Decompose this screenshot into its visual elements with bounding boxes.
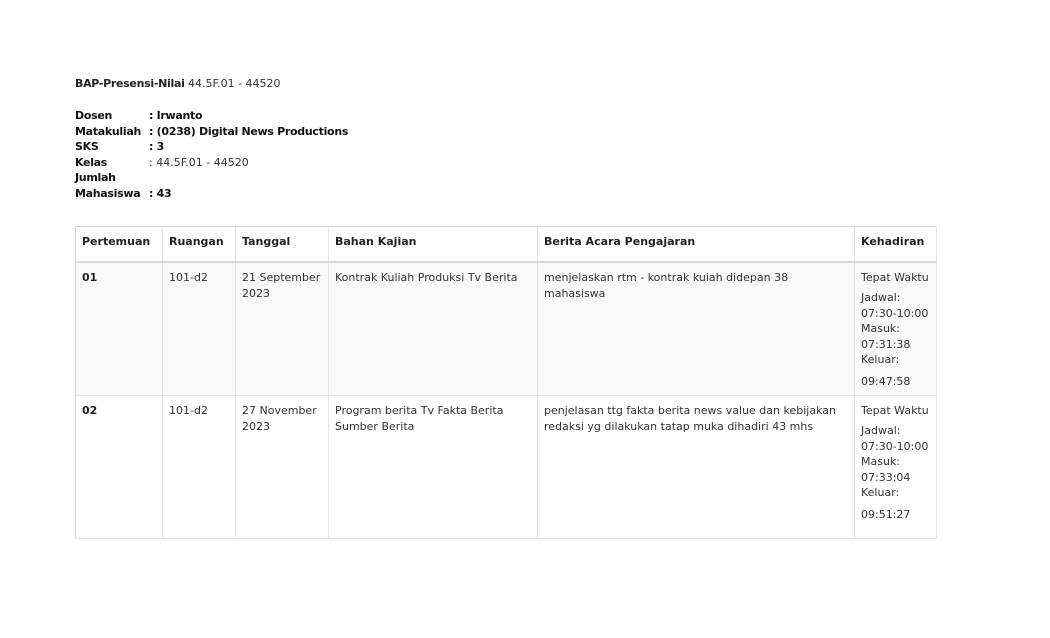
cell-pertemuan: 01 — [76, 262, 163, 396]
attendance-status: Tepat Waktu — [861, 271, 929, 284]
cell-pertemuan: 02 — [76, 396, 163, 539]
cell-tanggal: 21 September 2023 — [236, 262, 329, 396]
table-row — [76, 396, 937, 539]
cell-ruangan: 101-d2 — [163, 262, 236, 396]
keluar-label: Keluar: — [861, 486, 900, 499]
document-title-bold: BAP-Presensi-Nilai — [75, 77, 185, 90]
sks-label: SKS — [75, 140, 99, 153]
col-header-berita-acara: Berita Acara Pengajaran — [538, 227, 855, 263]
masuk-label: Masuk: — [861, 455, 901, 468]
matakuliah-label: Matakuliah — [75, 124, 141, 138]
info-row-jumlah — [75, 170, 348, 201]
masuk-label: Masuk: — [861, 322, 901, 335]
col-header-bahan-kajian: Bahan Kajian — [329, 227, 538, 263]
kelas-label: Kelas — [75, 155, 108, 169]
info-row-kelas — [75, 155, 348, 171]
cell-kehadiran — [855, 396, 937, 539]
cell-berita-acara: menjelaskan rtm - kontrak kuiah didepan 38 mahasiswa — [538, 262, 855, 396]
jadwal-value: 07:30-10:00 — [861, 306, 929, 320]
sks-value: : 3 — [149, 140, 164, 153]
keluar-label: Keluar: — [861, 353, 900, 366]
jumlah-label-line2: Mahasiswa — [75, 186, 141, 200]
info-row-sks — [75, 139, 348, 155]
cell-ruangan: 101-d2 — [163, 396, 236, 539]
info-row-dosen — [75, 108, 348, 124]
document-title-code: 44.5F.01 - 44520 — [188, 77, 281, 90]
masuk-value: 07:31:38 — [861, 337, 911, 351]
jadwal-label: Jadwal: — [861, 424, 901, 437]
cell-bahan-kajian: Program berita Tv Fakta Berita Sumber Berita — [329, 396, 538, 539]
attendance-table — [75, 226, 937, 539]
jadwal-label: Jadwal: — [861, 291, 901, 304]
table-header-row — [76, 227, 937, 263]
keluar-value: 09:47:58 — [861, 374, 911, 388]
jumlah-label-line1: Jumlah — [75, 171, 116, 184]
dosen-label: Dosen — [75, 109, 113, 122]
jumlah-label — [75, 170, 149, 201]
kelas-value: : 44.5F.01 - 44520 — [149, 155, 249, 169]
keluar-value: 09:51:27 — [861, 507, 911, 521]
col-header-pertemuan: Pertemuan — [76, 227, 163, 263]
cell-bahan-kajian: Kontrak Kuliah Produksi Tv Berita — [329, 262, 538, 396]
jumlah-value: : 43 — [149, 186, 172, 200]
attendance-status: Tepat Waktu — [861, 404, 929, 417]
dosen-value: : Irwanto — [149, 109, 203, 122]
info-row-matakuliah — [75, 124, 348, 140]
col-header-ruangan: Ruangan — [163, 227, 236, 263]
table-row — [76, 262, 937, 396]
course-info — [75, 108, 348, 201]
jadwal-value: 07:30-10:00 — [861, 439, 929, 453]
col-header-tanggal: Tanggal — [236, 227, 329, 263]
matakuliah-value: : (0238) Digital News Productions — [149, 124, 349, 138]
document-title — [75, 77, 281, 90]
cell-berita-acara: penjelasan ttg fakta berita news value dan kebijakan redaksi yg dilakukan tatap muka dihadiri 43 mhs — [538, 396, 855, 539]
cell-kehadiran — [855, 262, 937, 396]
col-header-kehadiran: Kehadiran — [855, 227, 937, 263]
cell-tanggal: 27 November 2023 — [236, 396, 329, 539]
masuk-value: 07:33:04 — [861, 470, 911, 484]
